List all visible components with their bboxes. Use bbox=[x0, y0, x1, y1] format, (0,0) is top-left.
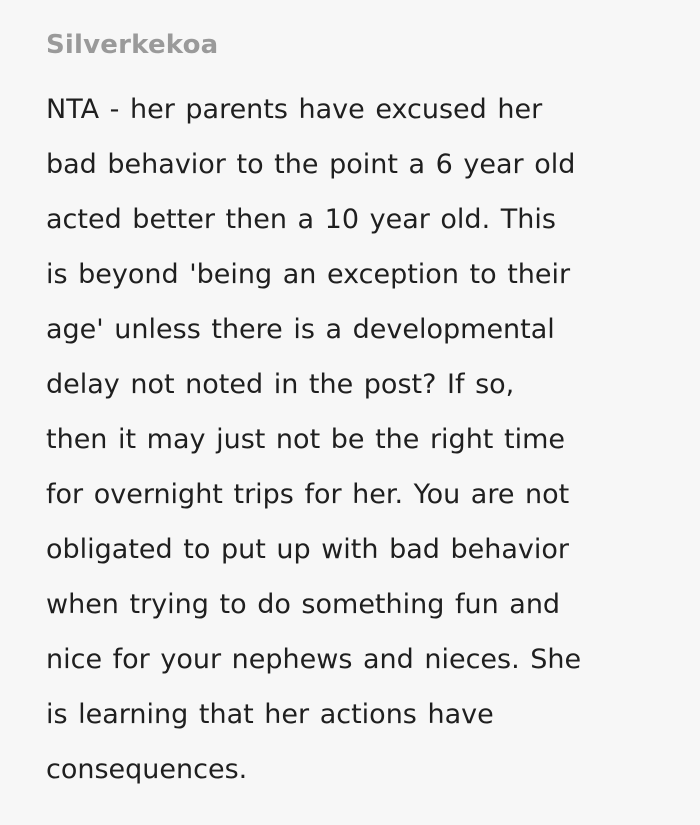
comment-author[interactable]: Silverkekoa bbox=[46, 30, 219, 60]
comment-body: NTA - her parents have excused her bad behavior to the point a 6 year old acted better then a 10 year old. This is beyond 'being an exception to their age' unless there is a developmental delay not noted in the post? If so, then it may just not be the right time for overnight trips for her. You are not obligated to put up with bad behavior when trying to do something fun and nice for your nephews and nieces. She is learning that her actions have consequences. bbox=[46, 94, 582, 785]
